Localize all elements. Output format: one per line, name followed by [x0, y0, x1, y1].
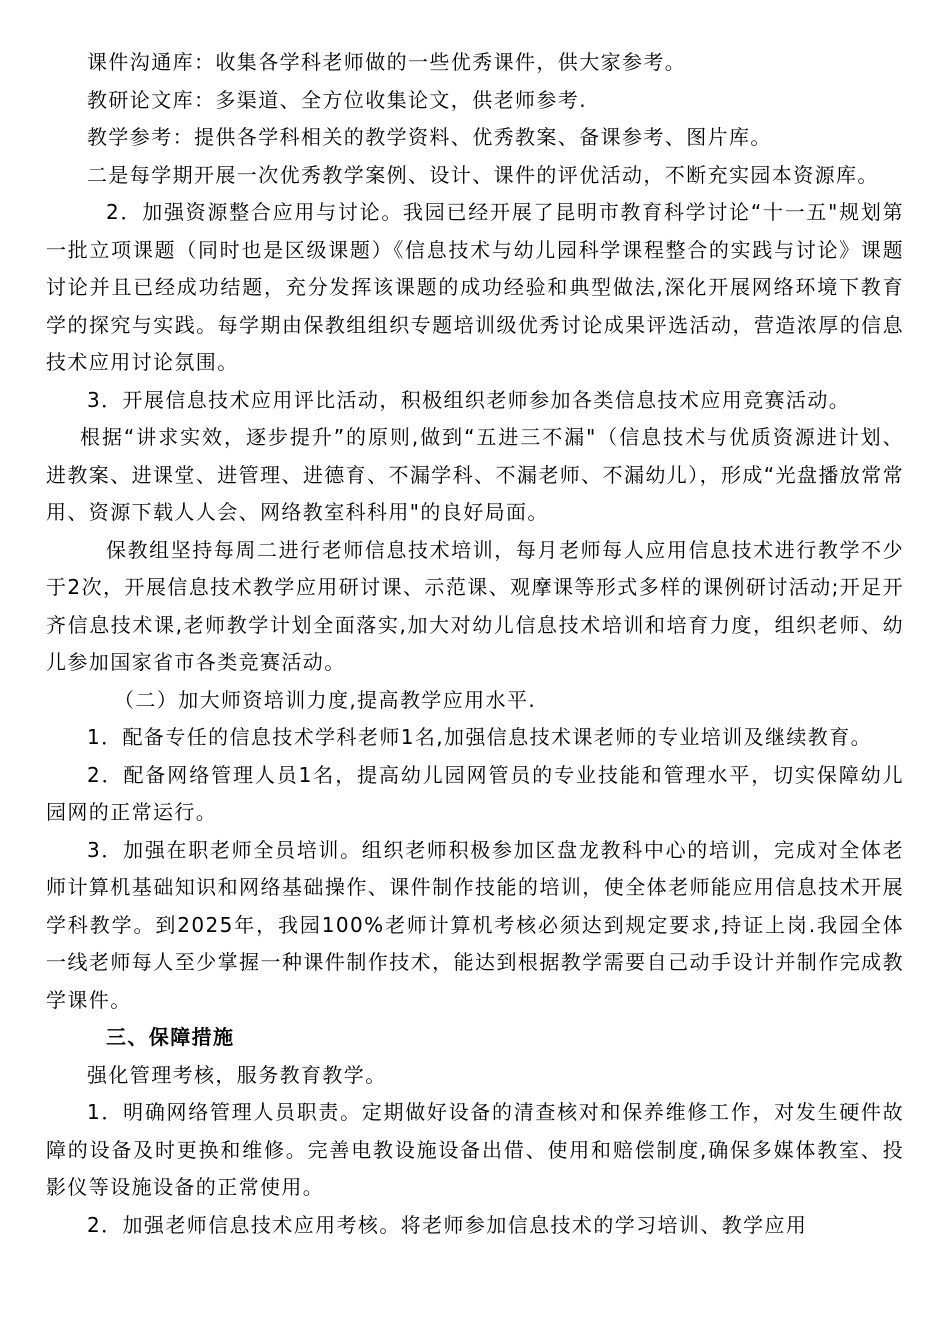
- paragraph-resource-integration: 2．加强资源整合应用与讨论。我园已经开展了昆明市教育科学讨论“十一五"规划第一批立项课题（同时也是区级课题）《信息技术与幼儿园科学课程整合的实践与讨论》课题讨论并且已经成功结题，充分发挥该课题的成功经验和典型做法,深化开展网络环境下教育学的探究与实践。每学期由保教组组织专题培训级优秀讨论成果评选活动，营造浓厚的信息技术应用讨论氛围。: [46, 200, 904, 374]
- paragraph-weekly-training: 保教组坚持每周二进行老师信息技术培训，每月老师每人应用信息技术进行教学不少于2次，开展信息技术教学应用研讨课、示范课、观摩课等形式多样的课例研讨活动;开足开齐信息技术课,老师教学计划全面落实,加大对幼儿信息技术培训和培育力度，组织老师、幼儿参加国家省市各类竞赛活动。: [46, 537, 904, 674]
- paragraph-paper-library: 教研论文库：多渠道、全方位收集论文，供老师参考.: [87, 87, 587, 112]
- section-heading-safeguards: 三、保障措施: [106, 1025, 235, 1049]
- paragraph-competition: 3．开展信息技术应用评比活动，积极组织老师参加各类信息技术应用竞赛活动。: [87, 387, 851, 412]
- paragraph-courseware-library: 课件沟通库：收集各学科老师做的一些优秀课件，供大家参考。: [87, 50, 687, 74]
- paragraph-admin-duties: 1．明确网络管理人员职责。定期做好设备的清查核对和保养维修工作，对发生硬件故障的设备及时更换和维修。完善电教设施设备出借、使用和赔偿制度,确保多媒体教室、投影仪等设施设备的正常使用。: [46, 1100, 904, 1199]
- paragraph-management: 强化管理考核，服务教育教学。: [87, 1062, 387, 1087]
- section-heading-teacher-training: （二）加大师资培训力度,提高教学应用水平.: [114, 687, 537, 712]
- paragraph-teaching-reference: 教学参考：提供各学科相关的教学资料、优秀教案、备课参考、图片库。: [87, 125, 772, 149]
- paragraph-evaluation-activity: 二是每学期开展一次优秀教学案例、设计、课件的评优活动，不断充实园本资源库。: [87, 162, 879, 187]
- paragraph-dedicated-teacher: 1．配备专任的信息技术学科老师1名,加强信息技术课老师的专业培训及继续教育。: [87, 725, 873, 749]
- paragraph-principle: 根据“讲求实效，逐步提升”的原则,做到“五进三不漏"（信息技术与优质资源进计划、进教案、进课堂、进管理、进德育、不漏学科、不漏老师、不漏幼儿），形成“光盘播放常常用、资源下载人人会、网络教室科科用"的良好局面。: [46, 425, 904, 524]
- paragraph-network-admin: 2．配备网络管理人员1名，提高幼儿园网管员的专业技能和管理水平，切实保障幼儿园网的正常运行。: [46, 762, 904, 824]
- paragraph-staff-training: 3．加强在职老师全员培训。组织老师积极参加区盘龙教科中心的培训，完成对全体老师计算机基础知识和网络基础操作、课件制作技能的培训，使全体老师能应用信息技术开展学科教学。到2025年，我园100%老师计算机考核必须达到规定要求,持证上岗.我园全体一线老师每人至少掌握一种课件制作技术，能达到根据教学需要自己动手设计并制作完成教学课件。: [46, 837, 904, 1012]
- paragraph-assessment: 2．加强老师信息技术应用考核。将老师参加信息技术的学习培训、教学应用: [87, 1212, 808, 1237]
